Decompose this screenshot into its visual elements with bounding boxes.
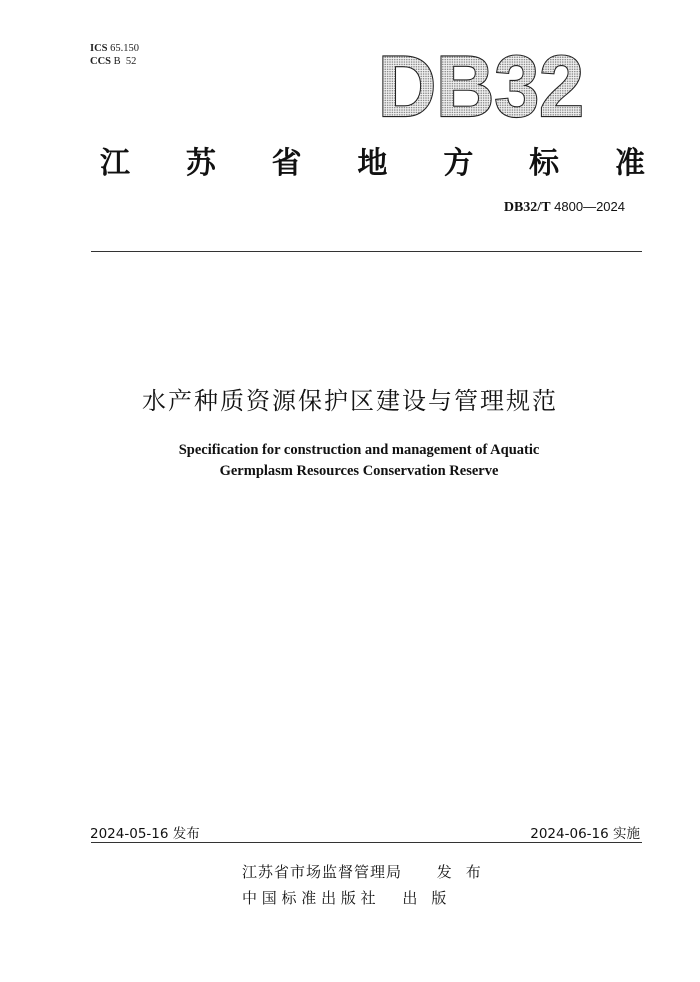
db32-logo	[372, 44, 592, 124]
issuer-row	[242, 861, 495, 882]
classification-codes	[90, 42, 139, 68]
standard-type-char: 省	[271, 146, 302, 181]
publisher-name: 中 国 标 准 出 版 社	[242, 889, 376, 907]
logo-text: DB32	[378, 44, 584, 124]
standard-type-char: 地	[357, 146, 388, 181]
issuer-name: 江苏省市场监督管理局	[242, 863, 403, 881]
bottom-divider	[91, 842, 642, 843]
ics-row	[90, 42, 139, 55]
standard-type-title	[100, 138, 645, 182]
standard-number	[504, 199, 625, 216]
document-title-english	[0, 440, 700, 482]
standard-type-char: 苏	[185, 146, 216, 181]
ics-value: 65.150	[110, 43, 140, 54]
english-title-line-1: Specification for construction and management of Aquatic	[178, 442, 540, 458]
publisher-action: 出版	[402, 889, 461, 907]
ccs-label: CCS	[90, 56, 112, 67]
release-date: 2024-05-16 发布	[90, 826, 200, 842]
standard-number-rest: 4800—2024	[550, 199, 625, 214]
issuer-action: 发布	[436, 863, 495, 881]
standard-type-char: 江	[100, 146, 130, 181]
top-divider	[91, 251, 642, 252]
standard-type-char: 方	[443, 146, 474, 181]
implementation-date: 2024-06-16 实施	[530, 826, 640, 842]
standard-type-char: 准	[614, 146, 645, 181]
ccs-value: B 52	[113, 56, 137, 67]
standard-number-prefix: DB32/T	[503, 200, 551, 215]
ccs-row	[90, 55, 139, 68]
english-title-line-2: Germplasm Resources Conservation Reserve	[219, 463, 499, 479]
ics-label: ICS	[90, 43, 108, 54]
standard-type-char: 标	[529, 146, 560, 181]
publisher-row	[242, 887, 460, 908]
document-title-chinese: 水产种质资源保护区建设与管理规范	[142, 387, 558, 415]
